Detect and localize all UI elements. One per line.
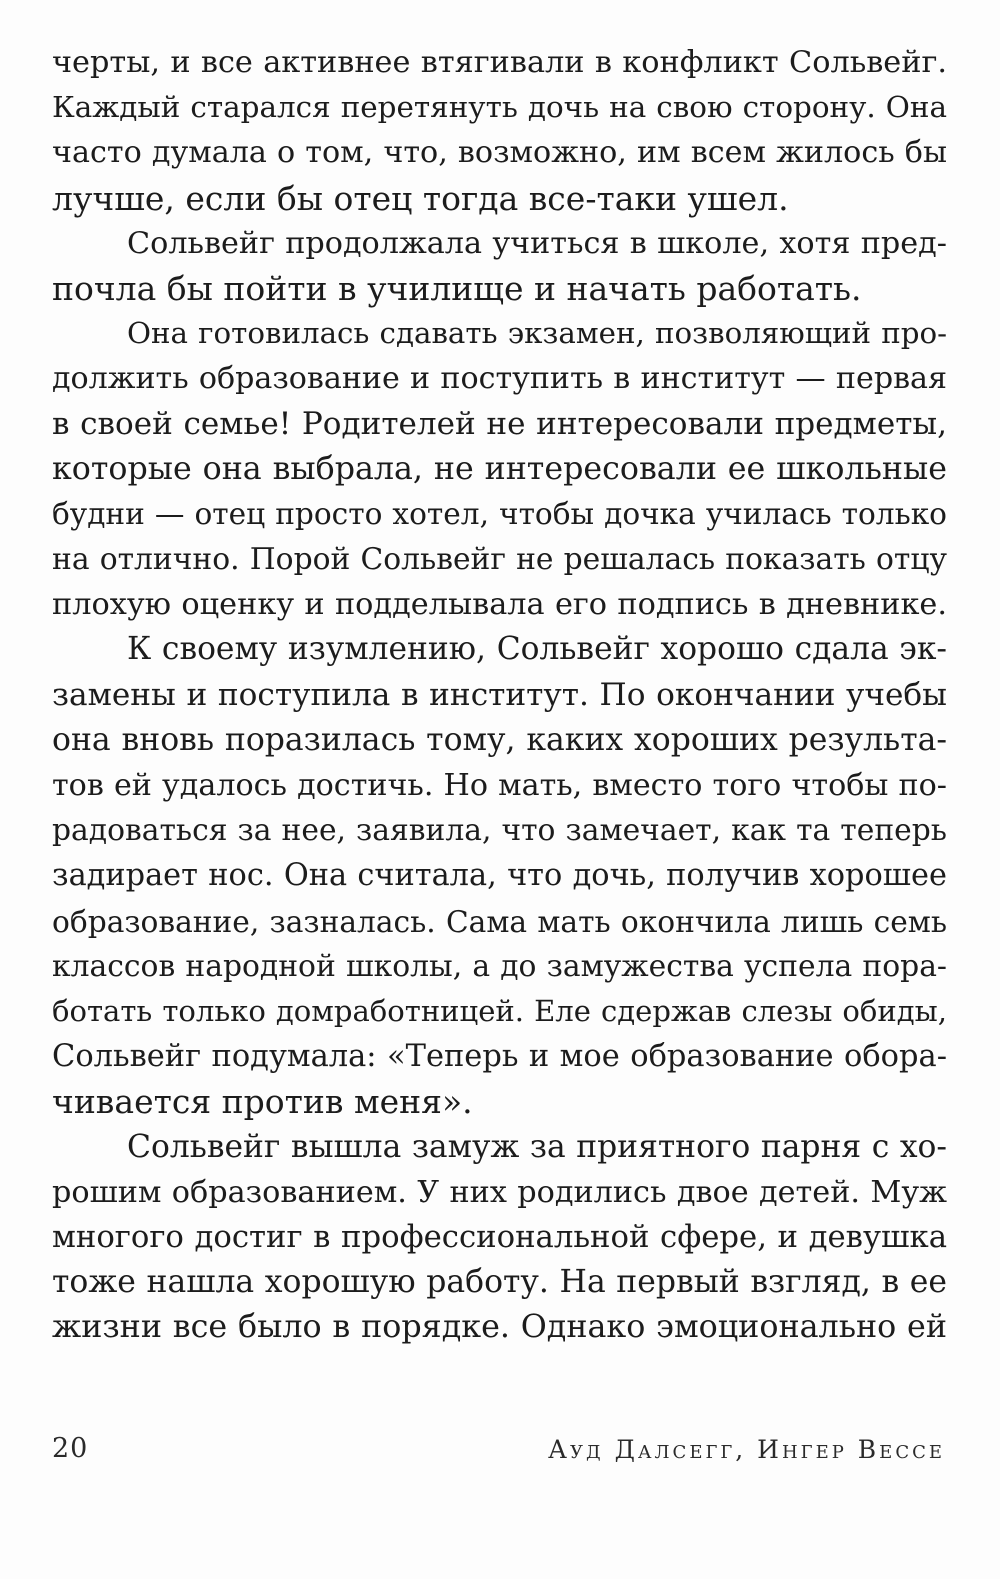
text-line: образование, зазналась. Сама мать окончила лишь семь [52, 903, 947, 939]
text-line: радоваться за нее, заявила, что замечает, как та теперь [52, 813, 947, 849]
text-line: жизни все было в порядке. Однако эмоционально ей [52, 1309, 947, 1346]
text-line: почла бы пойти в училище и начать работать. [52, 268, 862, 308]
text-line: Сольвейг продолжала учиться в школе, хотя пред- [127, 225, 947, 261]
text-line: Сольвейг вышла замуж за приятного парня с хо- [127, 1128, 947, 1165]
text-line: на отлично. Порой Сольвейг не решалась показать отцу [52, 542, 947, 578]
text-line: чивается против меня». [52, 1082, 473, 1122]
paragraph-3 [52, 311, 947, 627]
text-line: будни — отец просто хотел, чтобы дочка училась только [52, 496, 947, 531]
text-line: задирает нос. Она считала, что дочь, получив хорошее [52, 858, 947, 894]
text-line: многого достиг в профессиональной сфере, и девушка [52, 1219, 947, 1255]
text-line: в своей семье! Родителей не интересовали предметы, [52, 405, 947, 442]
text-line: черты, и все активнее втягивали в конфликт Сольвейг. [52, 45, 947, 80]
text-line: ботать только домработницей. Еле сдержав слезы обиды, [52, 993, 947, 1028]
text-line: К своему изумлению, Сольвейг хорошо сдала эк- [127, 631, 947, 668]
running-head: Ауд Далсегг, Ингер Вессе [548, 1435, 945, 1464]
body-text [52, 40, 947, 1350]
text-line: Она готовилась сдавать экзамен, позволяющий про- [127, 316, 947, 351]
text-line: Каждый старался перетянуть дочь на свою сторону. Она [52, 90, 947, 125]
paragraph-1 [52, 40, 947, 221]
text-line: Сольвейг подумала: «Теперь и мое образование обора- [52, 1039, 947, 1075]
paragraph-2 [52, 221, 947, 311]
paragraph-4 [52, 627, 947, 1124]
text-line: классов народной школы, а до замужества успела пора- [52, 948, 947, 984]
text-line: замены и поступила в институт. По окончании учебы [52, 676, 947, 713]
text-line: тов ей удалось достичь. Но мать, вместо того чтобы по- [52, 768, 947, 803]
text-line: которые она выбрала, не интересовали ее школьные [52, 450, 947, 487]
text-line: плохую оценку и подделывала его подпись в дневнике. [52, 587, 947, 623]
paragraph-5 [52, 1125, 947, 1351]
text-line: рошим образованием. У них родились двое детей. Муж [52, 1174, 947, 1210]
text-line: лучше, если бы отец тогда все-таки ушел. [52, 178, 789, 218]
text-line: тоже нашла хорошую работу. На первый взгляд, в ее [52, 1264, 947, 1301]
text-line: она вновь поразилась тому, каких хороших результа- [52, 721, 947, 758]
text-line: часто думала о том, что, возможно, им всем жилось бы [52, 135, 947, 171]
text-line: должить образование и поступить в институт — первая [52, 361, 947, 397]
page-number: 20 [52, 1433, 89, 1464]
